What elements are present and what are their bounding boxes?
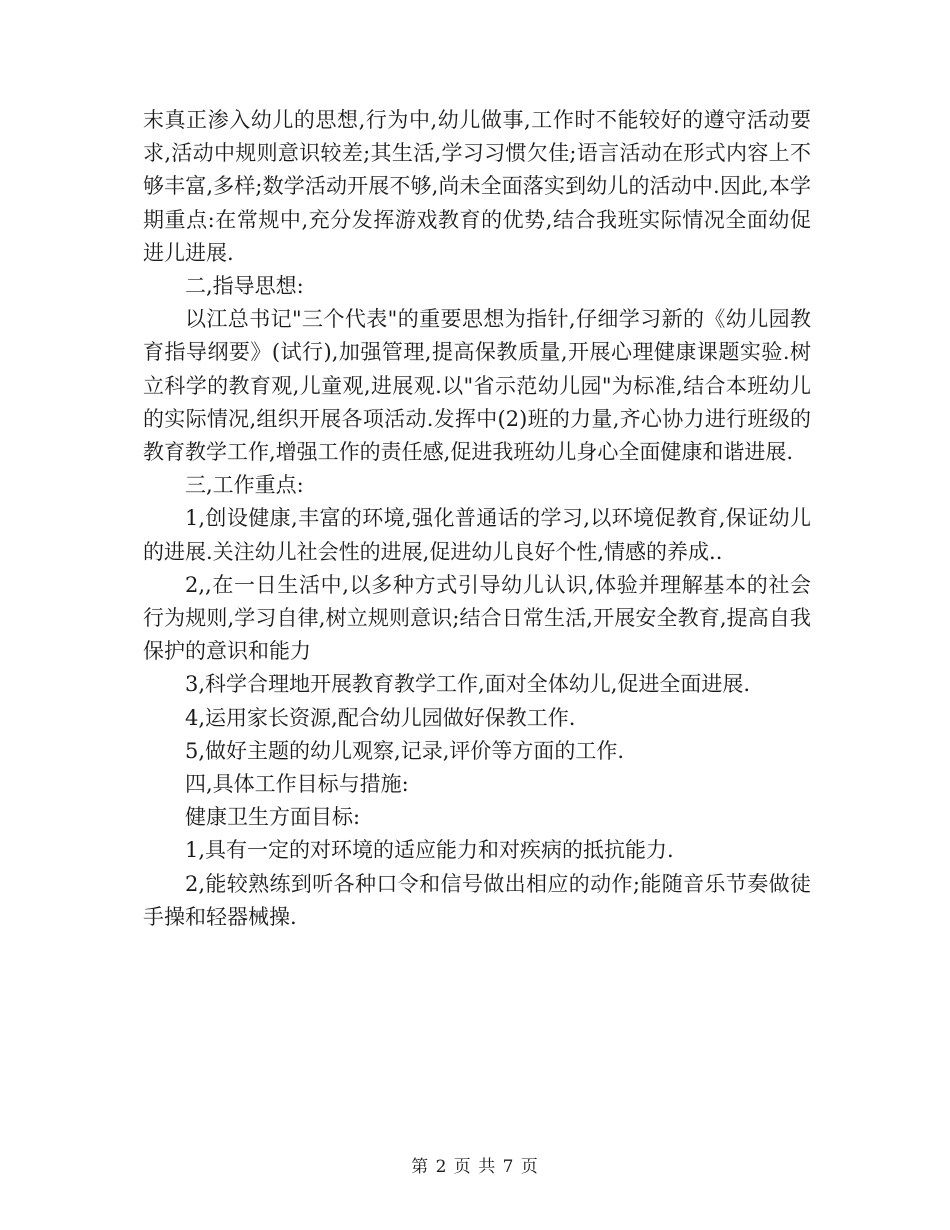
list-item-focus-3: 3,科学合理地开展教育教学工作,面对全体幼儿,促进全面进展. xyxy=(185,672,751,697)
list-item-health-1: 1,具有一定的对环境的适应能力和对疾病的抵抗能力. xyxy=(185,838,674,863)
paragraph-guiding-ideology: 以江总书记"三个代表"的重要思想为指针,仔细学习新的《幼儿园教育指导纲要》(试行),加强管理,提高保教质量,开展心理健康课题实验.树立科学的教育观,儿童观,进展观.以"省示范幼儿园"为标准,结合本班幼儿的实际情况,组织开展各项活动.发挥中(2)班的力量,齐心协力进行班级的教育教学工作,增强工作的责任感,促进我班幼儿身心全面健康和谐进展. xyxy=(143,307,811,465)
page-number-label: 第 2 页 共 7 页 xyxy=(411,1157,539,1177)
list-item-focus-5: 5,做好主题的幼儿观察,记录,评价等方面的工作. xyxy=(185,738,625,763)
paragraph-intro-continuation: 末真正渗入幼儿的思想,行为中,幼儿做事,工作时不能较好的遵守活动要求,活动中规则意识较差;其生活,学习习惯欠佳;语言活动在形式内容上不够丰富,多样;数学活动开展不够,尚未全面落实到幼儿的活动中.因此,本学期重点:在常规中,充分发挥游戏教育的优势,结合我班实际情况全面幼促进儿进展. xyxy=(143,108,811,265)
heading-guiding-ideology: 二,指导思想: xyxy=(185,274,304,299)
list-item-focus-1: 1,创设健康,丰富的环境,强化普通话的学习,以环境促教育,保证幼儿的进展.关注幼儿社会性的进展,促进幼儿良好个性,情感的养成.. xyxy=(143,506,811,564)
list-item-focus-4: 4,运用家长资源,配合幼儿园做好保教工作. xyxy=(185,705,576,730)
subheading-health-goals: 健康卫生方面目标: xyxy=(185,805,361,830)
page-footer xyxy=(0,1152,950,1177)
heading-goals-and-measures: 四,具体工作目标与措施: xyxy=(185,772,409,797)
document-body xyxy=(143,104,811,934)
list-item-focus-2: 2,,在一日生活中,以多种方式引导幼儿认识,体验并理解基本的社会行为规则,学习自律,树立规则意识;结合日常生活,开展安全教育,提高自我保护的意识和能力 xyxy=(143,572,811,664)
list-item-health-2: 2,能较熟练到听各种口令和信号做出相应的动作;能随音乐节奏做徒手操和轻器械操. xyxy=(143,871,811,929)
heading-work-focus: 三,工作重点: xyxy=(185,473,304,498)
